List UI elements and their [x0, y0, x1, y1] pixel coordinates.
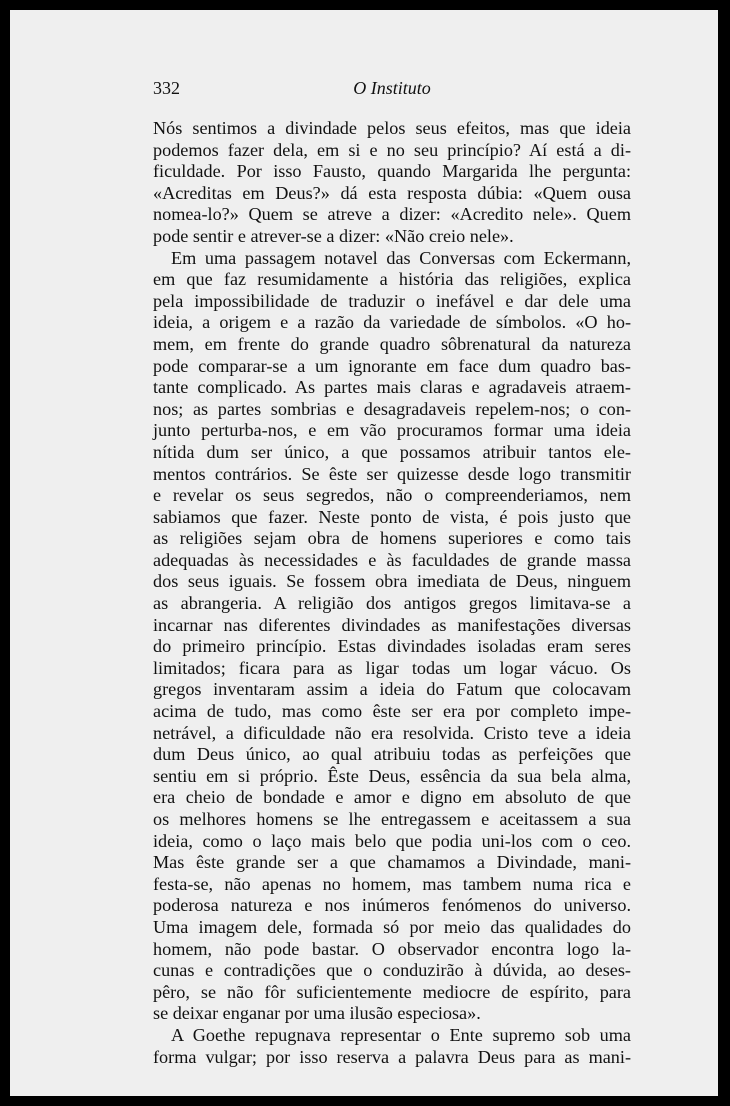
- text-line: dos seus iguais. Se fossem obra imediata de Deus, ninguem: [153, 571, 631, 592]
- text-line: ficuldade. Por isso Fausto, quando Margarida lhe pergunta:: [153, 161, 631, 182]
- text-line: nomea-lo?» Quem se atreve a dizer: «Acredito nele». Quem: [153, 204, 631, 225]
- text-line: era cheio de bondade e amor e digno em absoluto de que: [153, 787, 631, 808]
- text-line: nos; as partes sombrias e desagradaveis repelem-nos; o con-: [153, 398, 631, 419]
- text-line: sentiu em si próprio. Êste Deus, essência da sua bela alma,: [153, 765, 631, 786]
- text-line: mentos contrários. Se êste ser quizesse desde logo transmitir: [153, 463, 631, 484]
- text-line: dum Deus único, ao qual atribuiu todas as perfeições que: [153, 744, 631, 765]
- text-line: festa-se, não apenas no homem, mas tambem numa rica e: [153, 873, 631, 894]
- text-line: Uma imagem dele, formada só por meio das qualidades do: [153, 916, 631, 937]
- text-line: pela impossibilidade de traduzir o inefável e dar dele uma: [153, 290, 631, 311]
- running-title: O Instituto: [353, 78, 431, 98]
- text-line: Nós sentimos a divindade pelos seus efeitos, mas que ideia: [153, 118, 631, 138]
- text-line: A Goethe repugnava representar o Ente supremo sob uma: [171, 1024, 631, 1045]
- text-line: Mas êste grande ser a que chamamos a Divindade, mani-: [153, 852, 631, 873]
- text-line: Em uma passagem notavel das Conversas com Eckermann,: [171, 247, 631, 268]
- text-line: acima de tudo, mas como êste ser era por completo impe-: [153, 701, 631, 722]
- text-line: sabiamos que fazer. Neste ponto de vista, é pois justo que: [153, 506, 631, 527]
- body-text: [153, 118, 631, 1068]
- text-line: e revelar os seus segredos, não o compreenderiamos, nem: [153, 485, 631, 506]
- text-line: limitados; ficara para as ligar todas um logar vácuo. Os: [153, 657, 631, 678]
- text-line: pode sentir e atrever-se a dizer: «Não creio nele».: [153, 225, 514, 246]
- text-line: incarnar nas diferentes divindades as manifestações diversas: [153, 614, 631, 635]
- text-line: pêro, se não fôr suficientemente mediocre de espírito, para: [153, 981, 631, 1002]
- text-line: tante complicado. As partes mais claras e agradaveis atraem-: [153, 377, 631, 398]
- text-line: netrável, a dificuldade não era resolvida. Cristo teve a ideia: [153, 722, 631, 743]
- text-line: podemos fazer dela, em si e no seu princípio? Aí está a di-: [153, 139, 631, 160]
- text-line: adequadas às necessidades e às faculdades de grande massa: [153, 549, 631, 570]
- text-line: ideia, a origem e a razão da variedade de símbolos. «O ho-: [153, 312, 631, 333]
- text-line: «Acreditas em Deus?» dá esta resposta dúbia: «Quem ousa: [153, 182, 631, 203]
- text-line: ideia, como o laço mais belo que podia uni-los com o ceo.: [153, 830, 631, 851]
- text-line: pode comparar-se a um ignorante em face dum quadro bas-: [153, 355, 631, 376]
- text-line: nítida dum ser único, a que possamos atribuir tantos ele-: [153, 441, 631, 462]
- text-line: mem, em frente do grande quadro sôbrenatural da natureza: [153, 333, 631, 354]
- text-line: os melhores homens se lhe entregassem e aceitassem a sua: [153, 809, 631, 829]
- text-line: cunas e contradições que o conduzirão à dúvida, ao deses-: [153, 960, 631, 981]
- text-line: as religiões sejam obra de homens superiores e como tais: [153, 528, 631, 549]
- text-line: gregos inventaram assim a ideia do Fatum que colocavam: [153, 679, 631, 700]
- text-line: poderosa natureza e nos inúmeros fenómenos do universo.: [153, 895, 631, 916]
- text-line: as abrangeria. A religião dos antigos gregos limitava-se a: [153, 593, 631, 614]
- page-header: [153, 78, 631, 102]
- text-line: em que faz resumidamente a história das religiões, explica: [153, 269, 631, 290]
- page-number: 332: [153, 78, 180, 98]
- text-line: do primeiro princípio. Estas divindades isoladas eram seres: [153, 636, 631, 657]
- text-line: homem, não pode bastar. O observador encontra logo la-: [153, 938, 631, 959]
- text-line: junto perturba-nos, e em vão procuramos formar uma ideia: [153, 420, 631, 441]
- text-line: forma vulgar; por isso reserva a palavra Deus para as mani-: [153, 1046, 631, 1067]
- text-line: se deixar enganar por uma ilusão especiosa».: [153, 1003, 481, 1024]
